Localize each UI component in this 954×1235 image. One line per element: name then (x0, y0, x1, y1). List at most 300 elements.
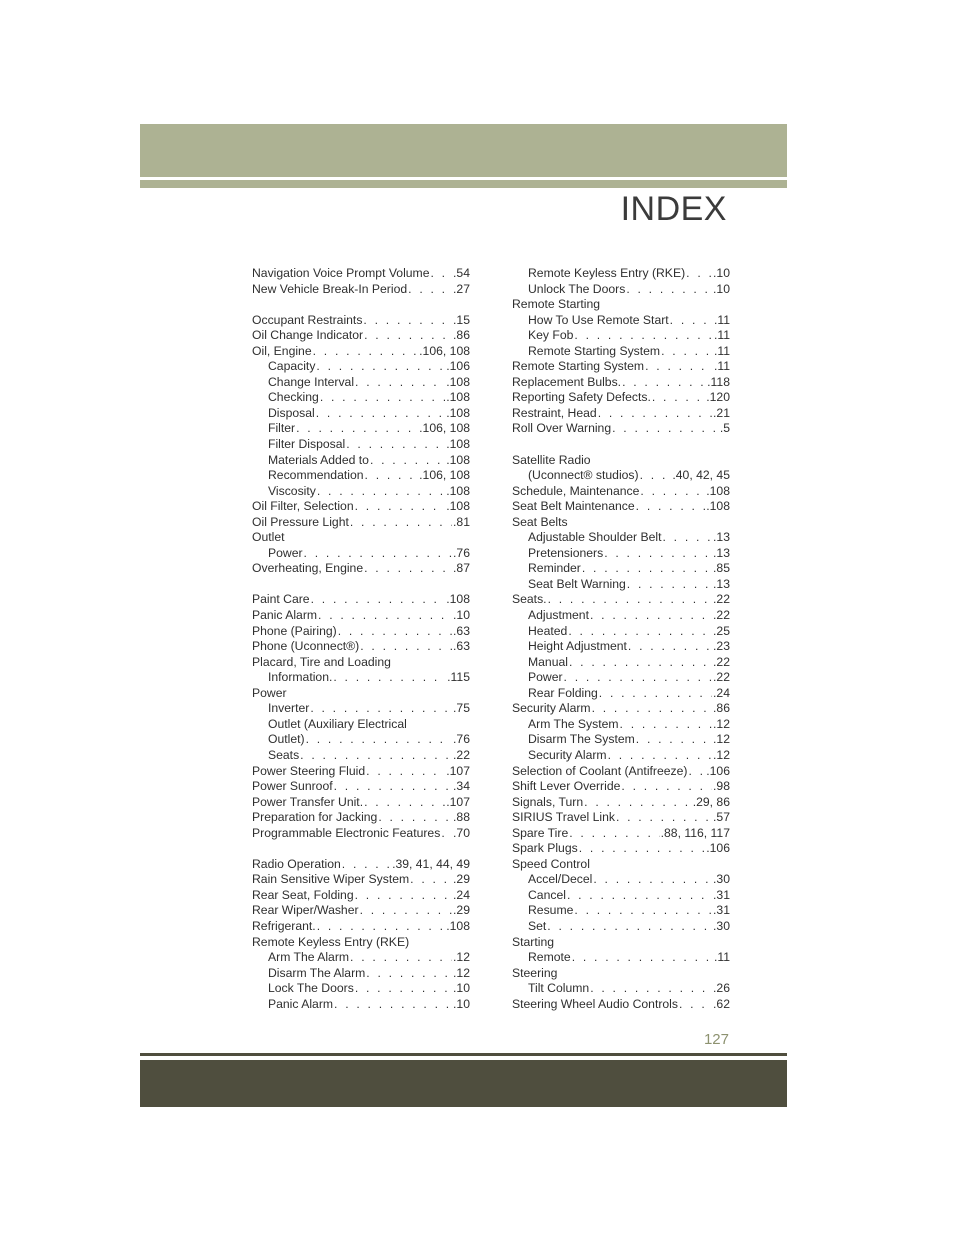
index-entry-term: Rain Sensitive Wiper System (252, 872, 410, 887)
index-entry (252, 779, 470, 795)
dot-leader (306, 732, 452, 748)
index-entry (512, 515, 730, 531)
index-entry-page: .29, 86 (692, 794, 730, 809)
dot-leader (431, 266, 453, 282)
index-entry (512, 935, 730, 951)
index-entry-page: .108 (446, 390, 470, 405)
index-entry-term: Disposal (268, 405, 315, 420)
index-entry-page: .106 (706, 841, 730, 856)
index-entry-page: .22 (713, 592, 730, 607)
index-entry-term: Heated (528, 623, 568, 638)
dot-leader (363, 313, 452, 329)
index-entry (512, 608, 730, 624)
index-entry-page: .115 (447, 670, 470, 685)
index-entry (252, 732, 470, 748)
index-entry-page: .86 (453, 328, 470, 343)
index-entry (512, 810, 730, 826)
index-entry-term: Outlet (Auxiliary Electrical (268, 716, 407, 731)
index-entry-term: Checking (268, 390, 319, 405)
index-entry-page: .23 (713, 639, 730, 654)
index-entry-page: .57 (713, 810, 730, 825)
index-entry (512, 468, 730, 484)
index-entry-page: .11 (713, 359, 730, 374)
dot-leader (316, 359, 445, 375)
index-entry-term: Security Alarm (512, 701, 591, 716)
dot-leader (627, 577, 712, 593)
index-entry-page: .10 (453, 996, 470, 1011)
index-entry (252, 686, 470, 702)
index-entry (512, 266, 730, 282)
index-entry-page: .24 (453, 887, 470, 902)
dot-leader (366, 764, 445, 780)
index-entry-term: Viscosity (268, 483, 316, 498)
index-entry-page: .24 (713, 685, 730, 700)
index-entry-term: Occupant Restraints (252, 312, 363, 327)
index-entry-page: .85 (713, 561, 730, 576)
index-entry (252, 406, 470, 422)
index-entry-term: Arm The Alarm (268, 950, 350, 965)
dot-leader (670, 313, 713, 329)
dot-leader (564, 670, 713, 686)
dot-leader (360, 639, 452, 655)
index-entry-page: .106 (446, 359, 470, 374)
index-entry-page: .22 (453, 747, 470, 762)
index-entry-term: Radio Operation (252, 856, 341, 871)
index-entry (252, 872, 470, 888)
index-entry (252, 966, 470, 982)
index-entry (512, 732, 730, 748)
index-entry (252, 935, 470, 951)
index-entry-page: .108 (446, 483, 470, 498)
dot-leader (318, 608, 452, 624)
dot-leader (548, 592, 712, 608)
dot-leader (616, 810, 712, 826)
index-entry-page: .106, 108 (419, 343, 470, 358)
index-entry-term: Power (268, 545, 303, 560)
dot-leader (360, 903, 452, 919)
dot-leader (310, 701, 452, 717)
dot-leader (313, 344, 419, 360)
dot-leader (652, 390, 705, 406)
index-entry (512, 561, 730, 577)
index-entry (252, 344, 470, 360)
dot-leader (572, 950, 713, 966)
index-entry-page: .108 (706, 499, 730, 514)
index-entry-page: .86 (713, 701, 730, 716)
index-entry-page: .31 (713, 887, 730, 902)
index-entry (512, 826, 730, 842)
dot-leader (628, 639, 712, 655)
index-entry-term: Height Adjustment (528, 639, 627, 654)
index-entry-page: .26 (713, 981, 730, 996)
dot-leader (604, 546, 712, 562)
index-entry-term: Remote (528, 950, 571, 965)
index-entry-term: Power (528, 670, 563, 685)
index-entry-page: .106, 108 (419, 421, 470, 436)
index-entry-term: Refrigerant. (252, 918, 316, 933)
index-entry-page: .108 (446, 452, 470, 467)
index-entry-page: .98 (713, 779, 730, 794)
index-entry (512, 981, 730, 997)
index-entry (252, 282, 470, 298)
dot-leader (350, 515, 452, 531)
index-entry (512, 313, 730, 329)
index-entry-term: Schedule, Maintenance (512, 483, 640, 498)
index-entry (512, 903, 730, 919)
index-entry-page: .88 (453, 810, 470, 825)
index-entry (252, 950, 470, 966)
index-entry (512, 764, 730, 780)
index-entry (252, 670, 470, 686)
index-entry-term: Arm The System (528, 716, 619, 731)
index-entry-page: .120 (706, 390, 730, 405)
index-entry-term: Seats (268, 747, 300, 762)
index-entry (252, 313, 470, 329)
index-entry-term: Oil Filter, Selection (252, 499, 354, 514)
index-entry-page: .106, 108 (419, 468, 470, 483)
index-entry-page: .5 (719, 421, 730, 436)
dot-leader (569, 826, 659, 842)
dot-leader (626, 282, 712, 298)
dot-leader (645, 359, 713, 375)
dot-leader (334, 779, 452, 795)
index-entry-page: .63 (453, 623, 470, 638)
index-entry-term: Phone (Pairing) (252, 623, 337, 638)
index-entry-term: Oil Pressure Light (252, 514, 349, 529)
index-entry-term: Satellite Radio (512, 452, 591, 467)
index-entry (252, 546, 470, 562)
index-entry-term: Shift Lever Override (512, 779, 621, 794)
index-entry-page: .29 (453, 903, 470, 918)
dot-leader (355, 888, 452, 904)
index-entry-term: New Vehicle Break-In Period (252, 281, 408, 296)
index-entry-term: Filter Disposal (268, 437, 346, 452)
index-entry-page: .10 (713, 266, 730, 280)
index-entry-term: Paint Care (252, 592, 310, 607)
dot-leader (582, 561, 712, 577)
index-entry (512, 546, 730, 562)
dot-leader (640, 468, 672, 484)
index-entry-term: Roll Over Warning (512, 421, 612, 436)
dot-leader (590, 608, 712, 624)
dot-leader (599, 686, 712, 702)
index-entry-term: Power Sunroof (252, 779, 333, 794)
index-column-right (512, 266, 730, 1012)
index-entry (252, 717, 470, 733)
index-entry-term: Outlet (252, 530, 285, 545)
index-entry (512, 779, 730, 795)
index-entry-term: Disarm The System (528, 732, 635, 747)
index-entry-term: Remote Starting (512, 297, 601, 312)
dot-leader (364, 328, 452, 344)
index-entry-term: Preparation for Jacking (252, 810, 378, 825)
dot-leader (608, 748, 712, 764)
index-entry-page: .11 (713, 343, 730, 358)
index-entry-page: .21 (713, 405, 730, 420)
index-column-left (252, 266, 470, 1012)
index-entry-term: Adjustment (528, 608, 589, 623)
index-entry-page: .107 (446, 763, 470, 778)
page-title: INDEX (620, 190, 727, 228)
index-entry-term: Filter (268, 421, 296, 436)
index-entry-page: .11 (713, 950, 730, 965)
index-entry-term: Spark Plugs (512, 841, 578, 856)
index-entry (512, 841, 730, 857)
index-entry-term: Navigation Voice Prompt Volume (252, 266, 430, 280)
dot-leader (355, 499, 446, 515)
dot-leader (333, 670, 446, 686)
index-entry-term: Resume (528, 903, 574, 918)
index-entry (252, 468, 470, 484)
index-entry-page: .10 (713, 281, 730, 296)
index-entry-term: Accel/Decel (528, 872, 593, 887)
index-entry-term: Reminder (528, 561, 581, 576)
index-entry-term: Rear Folding (528, 685, 598, 700)
index-entry-term: Remote Starting System (528, 343, 661, 358)
index-entry (252, 919, 470, 935)
index-entry (512, 344, 730, 360)
index-entry-page: .30 (713, 872, 730, 887)
index-entry-page: .25 (713, 623, 730, 638)
index-entry (512, 888, 730, 904)
index-entry-page: .30 (713, 918, 730, 933)
dot-leader (304, 546, 453, 562)
index-entry (252, 328, 470, 344)
index-entry (512, 530, 730, 546)
index-entry-term: Steering (512, 965, 558, 980)
index-entry (512, 282, 730, 298)
index-entry-page: .11 (713, 312, 730, 327)
index-entry-term: Adjustable Shoulder Belt (528, 530, 662, 545)
dot-leader (640, 484, 705, 500)
index-entry-term: Seat Belts (512, 514, 568, 529)
index-entry (252, 903, 470, 919)
index-entry-term: Spare Tire (512, 825, 569, 840)
index-entry-page: .13 (713, 530, 730, 545)
dot-leader (574, 328, 713, 344)
index-entry (512, 950, 730, 966)
dot-leader (598, 406, 712, 422)
index-entry-page: .108 (446, 592, 470, 607)
index-entry (512, 686, 730, 702)
index-entry-page: .12 (453, 950, 470, 965)
index-entry (252, 484, 470, 500)
dot-leader (592, 701, 712, 717)
index-entry-term: Tilt Column (528, 981, 590, 996)
index-entry-term: Seat Belt Warning (528, 576, 626, 591)
index-entry-term: Power Transfer Unit. (252, 794, 364, 809)
index-entry (512, 872, 730, 888)
dot-leader (590, 981, 712, 997)
index-entry-term: Power Steering Fluid (252, 763, 366, 778)
dot-leader (547, 919, 712, 935)
dot-leader (366, 966, 452, 982)
index-entry (252, 390, 470, 406)
index-entry-term: Panic Alarm (268, 996, 334, 1011)
index-entry-term: Steering Wheel Audio Controls (512, 996, 678, 1011)
index-entry-term: Recommendation (268, 468, 364, 483)
index-entry-term: Rear Seat, Folding (252, 887, 354, 902)
index-entry-page: .70 (453, 825, 470, 840)
dot-leader (355, 375, 445, 391)
index-entry-term: Cancel (528, 887, 566, 902)
index-entry (252, 639, 470, 655)
index-entry (512, 375, 730, 391)
index-entry (512, 624, 730, 640)
index-entry-page: .108 (446, 405, 470, 420)
index-entry-page: .54 (453, 266, 470, 280)
index-entry-term: Programmable Electronic Features (252, 825, 441, 840)
index-entry-term: SIRIUS Travel Link (512, 810, 615, 825)
index-entry (512, 795, 730, 811)
index-entry-term: Remote Starting System (512, 359, 645, 374)
index-entry (512, 577, 730, 593)
index-entry-page: .12 (453, 965, 470, 980)
index-entry-term: Panic Alarm (252, 608, 318, 623)
index-entry (252, 499, 470, 515)
index-entry-page: .108 (446, 437, 470, 452)
index-entry-term: Pretensioners (528, 545, 604, 560)
index-entry (252, 561, 470, 577)
index-entry-term: Lock The Doors (268, 981, 354, 996)
dot-leader (441, 826, 452, 842)
index-entry (512, 421, 730, 437)
dot-leader (622, 375, 706, 391)
dot-leader (342, 857, 391, 873)
dot-leader (408, 282, 452, 298)
index-entry-page: .108 (706, 483, 730, 498)
dot-leader (584, 795, 692, 811)
index-entry (512, 997, 730, 1013)
dot-leader (364, 795, 445, 811)
index-entry (252, 795, 470, 811)
index-entry-page: .63 (453, 639, 470, 654)
dot-leader (636, 499, 706, 515)
index-entry-term: Starting (512, 934, 555, 949)
index-entry-term: Remote Keyless Entry (RKE) (252, 934, 410, 949)
index-entry-page: .118 (707, 374, 730, 389)
index-entry-page: .75 (453, 701, 470, 716)
dot-leader (316, 406, 446, 422)
index-entry (252, 764, 470, 780)
index-entry (512, 359, 730, 375)
dot-leader (568, 624, 712, 640)
index-entry (252, 266, 470, 282)
index-entry (252, 857, 470, 873)
index-entry-term: Speed Control (512, 856, 590, 871)
index-entry-term: How To Use Remote Start (528, 312, 669, 327)
index-entry (252, 453, 470, 469)
index-entry-term: Rear Wiper/Washer (252, 903, 359, 918)
index-entry-page: .76 (453, 732, 470, 747)
index-entry (252, 359, 470, 375)
index-entry-page: .87 (453, 561, 470, 576)
dot-leader (334, 997, 452, 1013)
dot-leader (579, 841, 706, 857)
index-entry-page: .88, 116, 117 (660, 825, 730, 840)
index-entry-page: .106 (706, 763, 730, 778)
dot-leader (355, 981, 452, 997)
header-band (140, 124, 787, 177)
index-entry-term: Oil Change Indicator (252, 328, 364, 343)
index-entry (252, 624, 470, 640)
index-entry-term: Overheating, Engine (252, 561, 364, 576)
index-entry-page: .22 (713, 654, 730, 669)
index-entry-term: Inverter (268, 701, 310, 716)
index-entry (252, 888, 470, 904)
index-entry (252, 701, 470, 717)
index-entry-page: .108 (446, 374, 470, 389)
index-entry-term: Reporting Safety Defects. (512, 390, 651, 405)
index-entry-term: Remote Keyless Entry (RKE) (528, 266, 686, 280)
index-entry (512, 297, 730, 313)
index-entry-page: .108 (446, 918, 470, 933)
index-entry-page: .108 (446, 499, 470, 514)
index-entry-page: .12 (713, 732, 730, 747)
index-entry-term: Capacity (268, 359, 316, 374)
index-entry-page: .12 (713, 747, 730, 762)
dot-leader (317, 919, 446, 935)
index-entry-term: Security Alarm (528, 747, 607, 762)
dot-leader (378, 810, 452, 826)
index-entry-page: .39, 41, 44, 49 (392, 856, 470, 871)
index-entry (252, 515, 470, 531)
index-entry-page: .34 (453, 779, 470, 794)
index-entry-term: (Uconnect® studios) (528, 468, 639, 483)
index-entry-term: Change Interval (268, 374, 355, 389)
index-entry (252, 375, 470, 391)
index-entry-page: .15 (453, 312, 470, 327)
dot-leader (679, 997, 712, 1013)
dot-leader (410, 872, 452, 888)
index-entry (252, 981, 470, 997)
dot-leader (661, 344, 713, 360)
index-entry (512, 919, 730, 935)
dot-leader (370, 453, 445, 469)
index-entry-page: .10 (453, 981, 470, 996)
index-entry-page: .62 (713, 996, 730, 1011)
index-entry-page: .22 (713, 608, 730, 623)
index-entry-term: Outlet) (268, 732, 305, 747)
index-entry-term: Disarm The Alarm (268, 965, 366, 980)
index-entry-term: Unlock The Doors (528, 281, 626, 296)
dot-leader (612, 421, 719, 437)
dot-leader (346, 437, 445, 453)
index-entry-term: Selection of Coolant (Antifreeze) (512, 763, 688, 778)
index-entry (512, 670, 730, 686)
index-entry-page: .76 (453, 545, 470, 560)
dot-leader (574, 903, 712, 919)
index-entry (252, 826, 470, 842)
index-entry-term: Information. (268, 670, 333, 685)
index-entry (252, 608, 470, 624)
index-entry (252, 437, 470, 453)
dot-leader (688, 764, 705, 780)
index-entry (512, 484, 730, 500)
dot-leader (364, 561, 452, 577)
index-entry-page: .40, 42, 45 (672, 468, 730, 483)
index-entry-page: .11 (713, 328, 730, 343)
dot-leader (365, 468, 419, 484)
dot-leader (620, 717, 713, 733)
dot-leader (317, 484, 445, 500)
index-entry-term: Phone (Uconnect®) (252, 639, 360, 654)
dot-leader (662, 530, 712, 546)
index-entry-page: .107 (446, 794, 470, 809)
index-entry (512, 655, 730, 671)
footer-band (140, 1060, 787, 1107)
index-entry (512, 966, 730, 982)
